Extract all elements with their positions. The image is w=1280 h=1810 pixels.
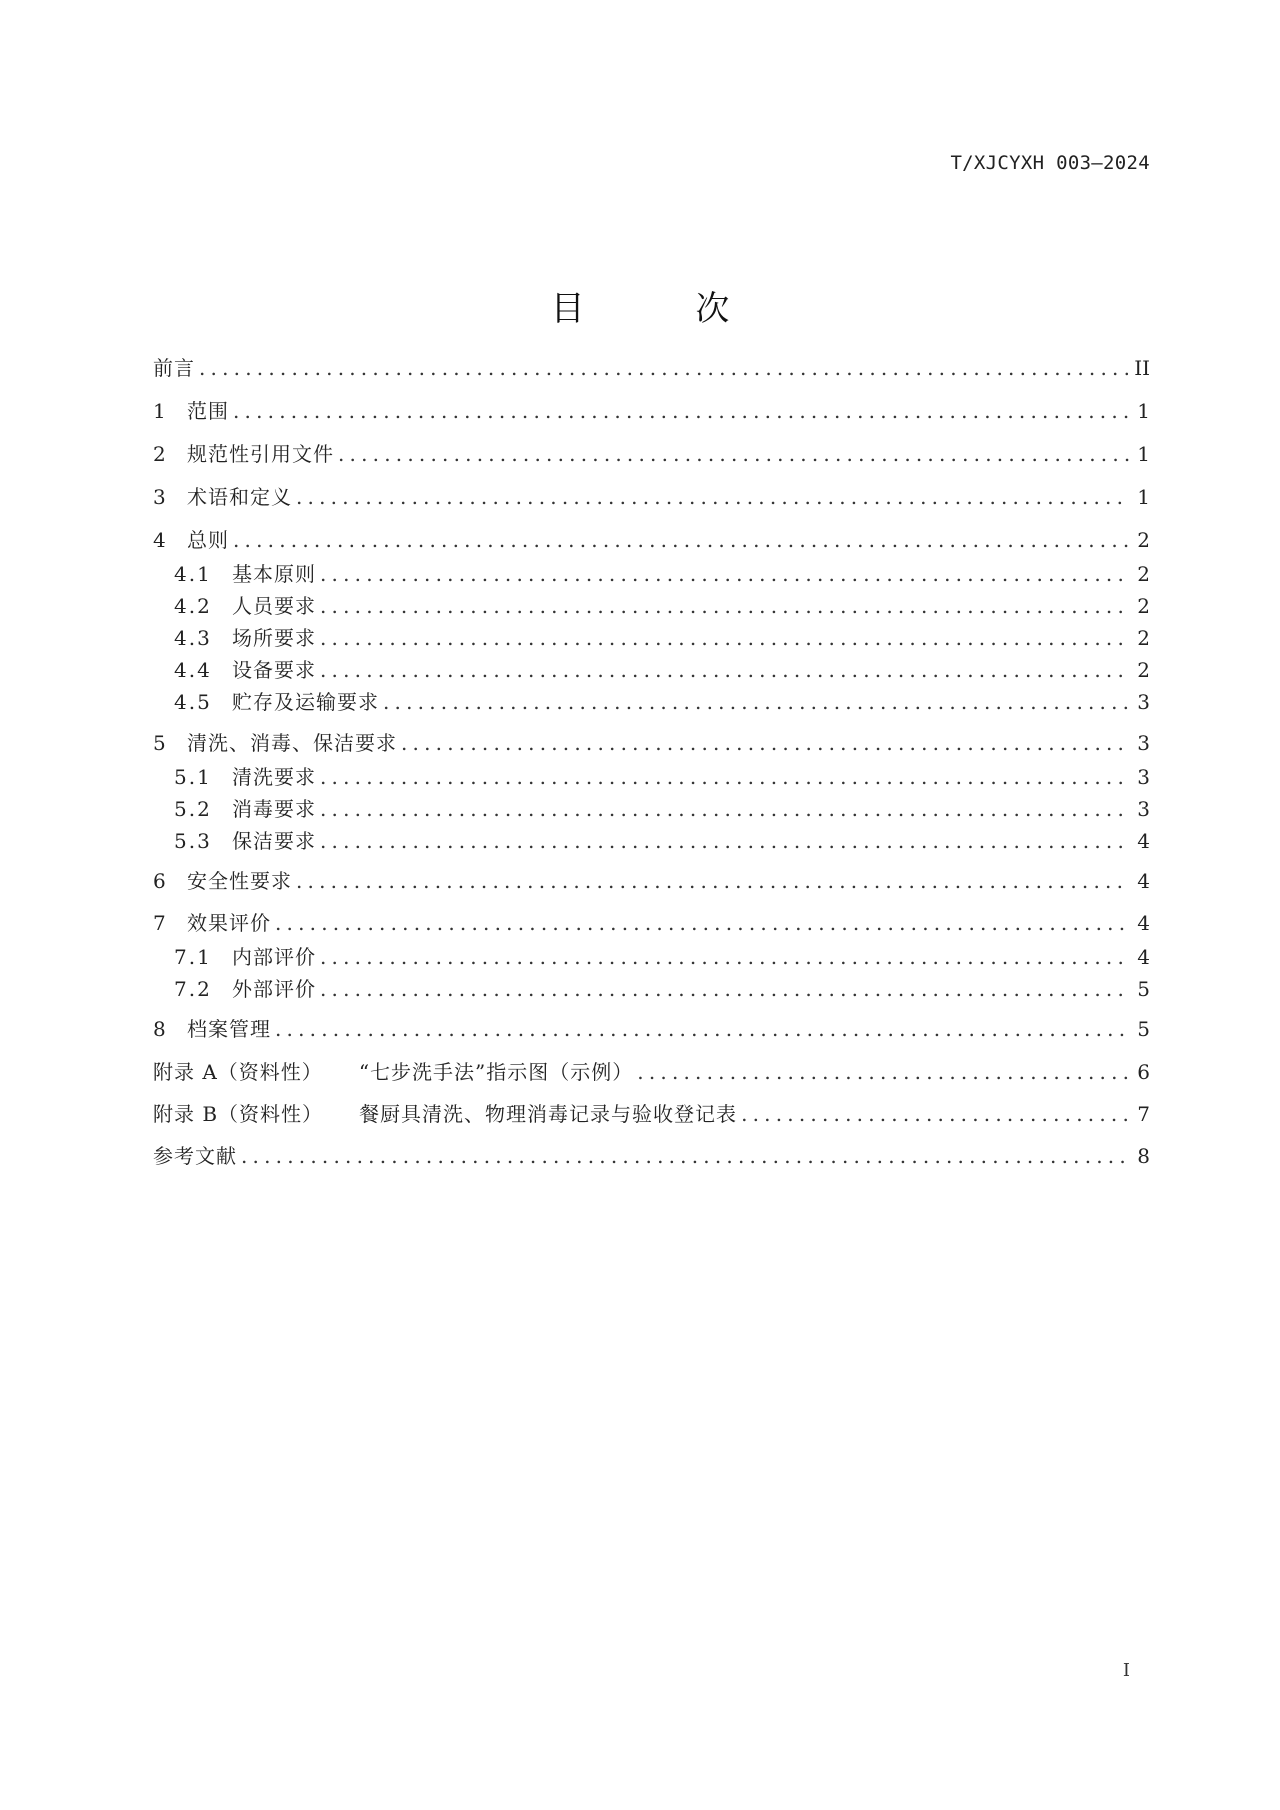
toc-entry-appendix-prefix: 附录 B（资料性） xyxy=(153,1102,324,1126)
toc-entry-label: 基本原则 xyxy=(232,562,316,586)
toc-entry-number: 5.3 xyxy=(174,829,212,853)
toc-entry-label: 前言 xyxy=(153,356,195,380)
toc-entry-page: 2 xyxy=(1137,562,1150,586)
toc-leader-dots xyxy=(233,526,1130,554)
toc-leader-dots xyxy=(320,592,1130,620)
toc-entry-label: 消毒要求 xyxy=(232,797,316,821)
toc-entry-page: 3 xyxy=(1137,765,1150,789)
toc-entry-number: 7 xyxy=(153,911,166,935)
toc-entry-label: 总则 xyxy=(187,528,229,552)
toc-entry[interactable] xyxy=(153,1142,1150,1170)
toc-leader-dots xyxy=(233,397,1130,425)
toc-entry-number: 4.1 xyxy=(174,562,212,586)
toc-entry-label: 内部评价 xyxy=(232,945,316,969)
toc-entry[interactable] xyxy=(153,909,1150,937)
toc-title: 目 次 xyxy=(550,288,780,329)
toc-entry[interactable] xyxy=(153,397,1150,425)
toc-leader-dots xyxy=(241,1142,1130,1170)
toc-leader-dots xyxy=(275,1015,1130,1043)
toc-entry-page: 2 xyxy=(1137,626,1150,650)
toc-entry[interactable] xyxy=(153,526,1150,554)
toc-entry-page: 4 xyxy=(1137,829,1150,853)
toc-entry-label: 规范性引用文件 xyxy=(187,442,334,466)
toc-leader-dots xyxy=(401,729,1130,757)
toc-entry-page: 4 xyxy=(1137,869,1150,893)
toc-entry-page: 3 xyxy=(1137,731,1150,755)
toc-entry-label: 参考文献 xyxy=(153,1144,237,1168)
toc-entry-label: 人员要求 xyxy=(232,594,316,618)
toc-leader-dots xyxy=(338,440,1130,468)
toc-entry-number: 8 xyxy=(153,1017,166,1041)
toc-entry-page: 1 xyxy=(1137,442,1150,466)
toc-entry[interactable] xyxy=(174,827,1150,855)
toc-entry-page: 3 xyxy=(1137,797,1150,821)
toc-entry[interactable] xyxy=(153,1058,1150,1086)
toc-entry-page: 5 xyxy=(1137,977,1150,1001)
toc-entry[interactable] xyxy=(153,1100,1150,1128)
toc-entry-number: 2 xyxy=(153,442,166,466)
toc-entry[interactable] xyxy=(153,483,1150,511)
toc-entry[interactable] xyxy=(174,688,1150,716)
toc-entry-number: 7.2 xyxy=(174,977,212,1001)
toc-entry-number: 4 xyxy=(153,528,166,552)
toc-leader-dots xyxy=(741,1100,1130,1128)
toc-entry[interactable] xyxy=(153,867,1150,895)
toc-entry-page: 8 xyxy=(1137,1144,1150,1168)
toc-entry-page: 3 xyxy=(1137,690,1150,714)
toc-leader-dots xyxy=(296,483,1130,511)
toc-entry-page: 4 xyxy=(1137,911,1150,935)
toc-entry-number: 4.4 xyxy=(174,658,212,682)
toc-entry-appendix-prefix: 附录 A（资料性） xyxy=(153,1060,323,1084)
toc-entry-page: 4 xyxy=(1137,945,1150,969)
toc-entry-number: 5.1 xyxy=(174,765,212,789)
toc-entry-label: 档案管理 xyxy=(187,1017,271,1041)
toc-leader-dots xyxy=(637,1058,1130,1086)
toc-entry-label: 效果评价 xyxy=(187,911,271,935)
toc-entry-number: 7.1 xyxy=(174,945,212,969)
toc-entry-page: 6 xyxy=(1137,1060,1150,1084)
toc-entry[interactable] xyxy=(153,440,1150,468)
toc-leader-dots xyxy=(320,624,1130,652)
toc-entry-page: 1 xyxy=(1137,485,1150,509)
toc-entry[interactable] xyxy=(153,354,1150,382)
toc-leader-dots xyxy=(275,909,1130,937)
page-number: I xyxy=(1122,1660,1130,1681)
toc-entry[interactable] xyxy=(174,763,1150,791)
toc-entry-page: II xyxy=(1134,356,1150,380)
toc-leader-dots xyxy=(320,975,1130,1003)
toc-entry-number: 3 xyxy=(153,485,166,509)
toc-leader-dots xyxy=(320,795,1130,823)
toc-entry-number: 5 xyxy=(153,731,166,755)
toc-entry-page: 2 xyxy=(1137,658,1150,682)
toc-entry-label: 清洗要求 xyxy=(232,765,316,789)
toc-entry-page: 2 xyxy=(1137,594,1150,618)
toc-entry-number: 4.3 xyxy=(174,626,212,650)
toc-entry-number: 6 xyxy=(153,869,166,893)
toc-leader-dots xyxy=(320,656,1130,684)
toc-entry-label: 清洗、消毒、保洁要求 xyxy=(187,731,397,755)
toc-entry[interactable] xyxy=(174,943,1150,971)
toc-entry[interactable] xyxy=(174,560,1150,588)
toc-entry[interactable] xyxy=(174,592,1150,620)
toc-entry-label: 餐厨具清洗、物理消毒记录与验收登记表 xyxy=(359,1102,738,1126)
toc-leader-dots xyxy=(199,354,1128,382)
toc-entry-number: 1 xyxy=(153,399,166,423)
toc-entry-label: 保洁要求 xyxy=(232,829,316,853)
toc-leader-dots xyxy=(320,560,1130,588)
toc-entry-page: 5 xyxy=(1137,1017,1150,1041)
toc-entry[interactable] xyxy=(174,975,1150,1003)
toc-entry-number: 5.2 xyxy=(174,797,212,821)
toc-entry-label: 术语和定义 xyxy=(187,485,292,509)
toc-entry-label: 贮存及运输要求 xyxy=(232,690,379,714)
toc-entry[interactable] xyxy=(153,1015,1150,1043)
toc-entry[interactable] xyxy=(174,624,1150,652)
toc-entry-page: 2 xyxy=(1137,528,1150,552)
toc-entry-label: “七步洗手法”指示图（示例） xyxy=(358,1060,634,1084)
toc-entry-label: 场所要求 xyxy=(232,626,316,650)
toc-entry-page: 1 xyxy=(1137,399,1150,423)
toc-entry[interactable] xyxy=(174,795,1150,823)
toc-leader-dots xyxy=(320,943,1130,971)
toc-entry-page: 7 xyxy=(1137,1102,1150,1126)
toc-leader-dots xyxy=(383,688,1130,716)
toc-entry-label: 范围 xyxy=(187,399,229,423)
document-code: T/XJCYXH 003—2024 xyxy=(950,152,1150,174)
toc-leader-dots xyxy=(296,867,1130,895)
toc-entry[interactable] xyxy=(174,656,1150,684)
toc-entry-number: 4.2 xyxy=(174,594,212,618)
toc-entry[interactable] xyxy=(153,729,1150,757)
toc-entry-number: 4.5 xyxy=(174,690,212,714)
toc-entry-label: 设备要求 xyxy=(232,658,316,682)
toc-leader-dots xyxy=(320,763,1130,791)
toc-leader-dots xyxy=(320,827,1130,855)
toc-entry-label: 安全性要求 xyxy=(187,869,292,893)
toc-entry-label: 外部评价 xyxy=(232,977,316,1001)
